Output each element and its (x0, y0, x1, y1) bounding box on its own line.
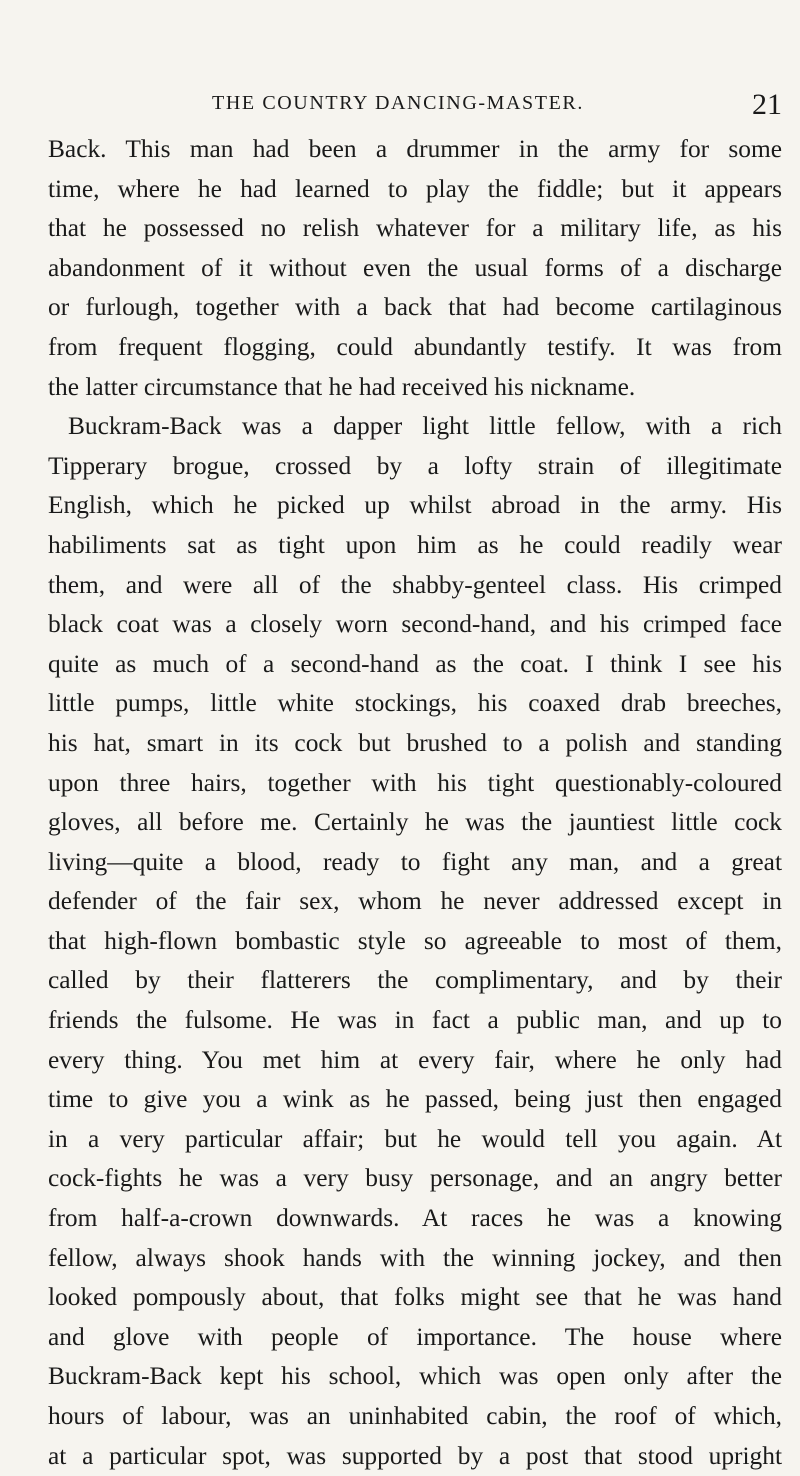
text-line: defender of the fair sex, whom he never addressed except in (48, 887, 782, 916)
text-line: abandonment of it without even the usual forms of a discharge (48, 253, 782, 282)
text-line: at a particular spot, was supported by a post that stood upright (48, 1441, 782, 1470)
text-line: them, and were all of the shabby-genteel class. His crimped (48, 570, 782, 599)
text-line: time to give you a wink as he passed, being just then engaged (48, 1085, 782, 1114)
text-line: every thing. You met him at every fair, where he only had (48, 1045, 782, 1074)
text-line: Back. This man had been a drummer in the army for some (48, 135, 782, 163)
text-line: little pumps, little white stockings, his coaxed drab breeches, (48, 689, 782, 718)
text-line: and glove with people of importance. The house where (48, 1322, 782, 1351)
text-line: Buckram-Back kept his school, which was open only after the (48, 1362, 782, 1391)
text-line: upon three hairs, together with his tight questionably-coloured (48, 768, 782, 797)
text-line: Tipperary brogue, crossed by a lofty strain of illegitimate (48, 451, 782, 480)
text-line: or furlough, together with a back that had become cartilaginous (48, 293, 782, 322)
text-line: time, where he had learned to play the fiddle; but it appears (48, 174, 782, 203)
text-line: the latter circumstance that he had received his nickname. (48, 372, 636, 401)
text-line: black coat was a closely worn second-hand, and his crimped face (48, 610, 782, 639)
text-line: his hat, smart in its cock but brushed to a polish and standing (48, 728, 782, 757)
text-line: fellow, always shook hands with the winning jockey, and then (48, 1243, 782, 1272)
body-text (48, 130, 782, 1476)
text-line: from frequent flogging, could abundantly testify. It was from (48, 332, 782, 361)
text-line: looked pompously about, that folks might see that he was hand (48, 1283, 782, 1312)
text-line: cock-fights he was a very busy personage, and an angry better (48, 1164, 782, 1193)
running-head (48, 88, 782, 128)
text-line: English, which he picked up whilst abroad in the army. His (48, 491, 782, 520)
text-line: that he possessed no relish whatever for a military life, as his (48, 214, 782, 243)
text-line: called by their flatterers the complimentary, and by their (48, 966, 782, 995)
text-line: hours of labour, was an uninhabited cabin, the roof of which, (48, 1402, 782, 1430)
text-line: from half-a-crown downwards. At races he was a knowing (48, 1204, 782, 1233)
text-line: living—quite a blood, ready to fight any man, and a great (48, 847, 782, 876)
text-line: that high-flown bombastic style so agreeable to most of them, (48, 926, 782, 955)
text-line: quite as much of a second-hand as the coat. I think I see his (48, 649, 782, 678)
text-line: habiliments sat as tight upon him as he could readily wear (48, 530, 782, 559)
text-line: in a very particular affair; but he would tell you again. At (48, 1124, 782, 1153)
text-line: gloves, all before me. Certainly he was the jauntiest little cock (48, 808, 782, 837)
text-line: Buckram-Back was a dapper light little fellow, with a rich (68, 412, 782, 441)
page-number: 21 (752, 88, 782, 121)
running-title: THE COUNTRY DANCING-MASTER. (212, 92, 584, 114)
text-line: friends the fulsome. He was in fact a public man, and up to (48, 1006, 782, 1035)
